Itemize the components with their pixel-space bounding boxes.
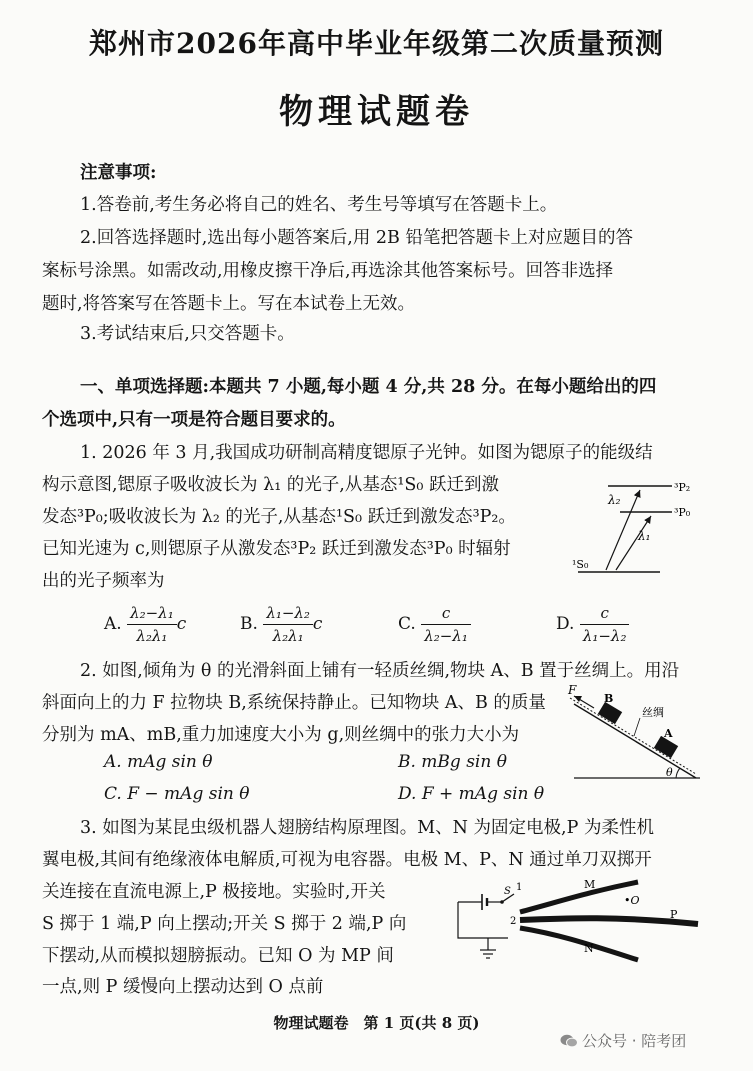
electrode-m (520, 882, 638, 912)
q1-option-b[interactable] (240, 604, 322, 645)
q1-option-a-label: A. (104, 614, 122, 634)
q1-option-c-label: C. (398, 614, 416, 634)
exam-title: 郑州市2026年高中毕业年级第二次质量预测 (89, 27, 664, 60)
q1-option-a-numerator: λ₂−λ₁ (127, 604, 177, 625)
q3-line-2: 翼电极,其间有绝缘液体电解质,可视为电容器。电极 M、P、N 通过单刀双掷开 (42, 850, 652, 870)
silk-label: 丝绸 (642, 706, 664, 719)
angle-label: θ (666, 766, 673, 779)
level-s0-label: ¹S₀ (572, 558, 589, 571)
angle-arc (676, 768, 680, 778)
q1-option-c-numerator: c (421, 604, 471, 625)
q1-line-4: 已知光速为 c,则锶原子从激发态³P₂ 跃迁到激发态³P₀ 时辐射 (42, 539, 511, 559)
silk-strip (570, 698, 696, 774)
notice-item-1: 1.答卷前,考生务必将自己的姓名、考生号等填写在答题卡上。 (80, 195, 558, 215)
switch-label: S (504, 886, 511, 897)
point-o-label: •O (624, 894, 640, 907)
watermark-text: 公众号 · 陪考团 (582, 1032, 687, 1050)
q1-line-3: 发态³P₀;吸收波长为 λ₂ 的光子,从基态¹S₀ 跃迁到激发态³P₂。 (42, 507, 516, 527)
switch-pivot (500, 900, 504, 904)
notice-heading: 注意事项: (80, 163, 157, 183)
level-p2-label: ³P₂ (674, 481, 691, 494)
silk-pointer (634, 718, 640, 736)
force-label: F (568, 683, 577, 697)
energy-level-diagram (560, 462, 710, 582)
block-b-label: B (604, 692, 614, 705)
block-a-label: A (664, 727, 673, 740)
notice-item-2-line-1: 2.回答选择题时,选出每小题答案后,用 2B 铅笔把答题卡上对应题目的答 (80, 228, 633, 248)
q1-option-b-label: B. (240, 614, 258, 634)
q1-option-a-fraction (127, 604, 177, 645)
q1-option-c[interactable] (398, 604, 471, 645)
q2-option-c[interactable]: C. F − mAg sin θ (104, 784, 250, 804)
q2-option-b[interactable]: B. mBg sin θ (398, 752, 507, 772)
q3-line-5: 下摆动,从而模拟翅膀振动。已知 O 为 MP 间 (42, 946, 394, 966)
q3-line-6: 一点,则 P 缓慢向上摆动达到 O 点前 (42, 977, 324, 997)
q3-line-4: S 掷于 1 端,P 向上摆动;开关 S 掷于 2 端,P 向 (42, 914, 407, 934)
q1-line-1: 1. 2026 年 3 月,我国成功研制高精度锶原子光钟。如图为锶原子的能级结 (80, 443, 653, 463)
q3-line-1: 3. 如图为某昆虫级机器人翅膀结构原理图。M、N 为固定电极,P 为柔性机 (80, 818, 654, 838)
q1-option-b-fraction (263, 604, 313, 645)
subject-title: 物理试题卷 (279, 92, 474, 132)
switch-terminal-1-label: 1 (516, 882, 523, 893)
section-heading-line-1: 一、单项选择题:本题共 7 小题,每小题 4 分,共 28 分。在每小题给出的四 (80, 377, 657, 397)
q1-option-c-fraction (421, 604, 471, 645)
electrode-m-label: M (584, 878, 596, 891)
q1-option-a-tail: c (176, 614, 187, 634)
q2-line-2: 斜面向上的力 F 拉物块 B,系统保持静止。已知物块 A、B 的质量 (42, 693, 546, 713)
q1-option-d-label: D. (556, 614, 575, 634)
notice-item-2-line-2: 案标号涂黑。如需改动,用橡皮擦干净后,再选涂其他答案标号。回答非选择 (42, 261, 614, 281)
lambda2-label: λ₂ (608, 493, 621, 507)
q1-option-c-denominator: λ₂−λ₁ (424, 627, 468, 645)
section-heading-line-2: 个选项中,只有一项是符合题目要求的。 (42, 410, 346, 430)
switch-terminal-2-label: 2 (510, 916, 517, 927)
incline-diagram (560, 682, 710, 782)
circuit-wire-left (458, 902, 508, 938)
electrode-n-label: N (584, 942, 594, 955)
watermark (560, 1030, 686, 1051)
q2-option-a[interactable]: A. mAg sin θ (104, 752, 213, 772)
q2-line-3: 分别为 mA、mB,重力加速度大小为 g,则丝绸中的张力大小为 (42, 725, 520, 745)
q3-line-3: 关连接在直流电源上,P 极接地。实验时,开关 (42, 882, 386, 902)
q1-option-b-numerator: λ₁−λ₂ (263, 604, 313, 625)
electrode-p-label: P (670, 908, 678, 921)
q1-option-b-denominator: λ₂λ₁ (272, 627, 304, 645)
q1-option-a[interactable] (104, 604, 186, 645)
level-p0-label: ³P₀ (674, 506, 691, 519)
lambda1-label: λ₁ (638, 529, 651, 543)
electrode-n (520, 928, 638, 960)
q1-option-b-tail: c (312, 614, 323, 634)
incline-surface (574, 704, 696, 778)
q1-line-5: 出的光子频率为 (42, 571, 165, 591)
q1-option-d-numerator: c (580, 604, 630, 625)
notice-item-3: 3.考试结束后,只交答题卡。 (80, 324, 295, 344)
page-footer: 物理试题卷 第 1 页(共 8 页) (273, 1014, 480, 1032)
q1-line-2: 构示意图,锶原子吸收波长为 λ₁ 的光子,从基态¹S₀ 跃迁到激 (42, 475, 499, 495)
lambda1-arrow (616, 516, 651, 570)
wechat-icon (560, 1034, 578, 1048)
q1-option-d[interactable] (556, 604, 629, 645)
notice-item-2-line-3: 题时,将答案写在答题卡上。写在本试卷上无效。 (42, 294, 416, 314)
q1-option-d-denominator: λ₁−λ₂ (582, 627, 627, 645)
wing-capacitor-diagram (448, 872, 710, 972)
q2-option-d[interactable]: D. F + mAg sin θ (398, 784, 545, 804)
q1-option-a-denominator: λ₂λ₁ (136, 627, 168, 645)
q2-line-1: 2. 如图,倾角为 θ 的光滑斜面上铺有一轻质丝绸,物块 A、B 置于丝绸上。用沿 (80, 661, 680, 681)
q1-option-d-fraction (580, 604, 630, 645)
